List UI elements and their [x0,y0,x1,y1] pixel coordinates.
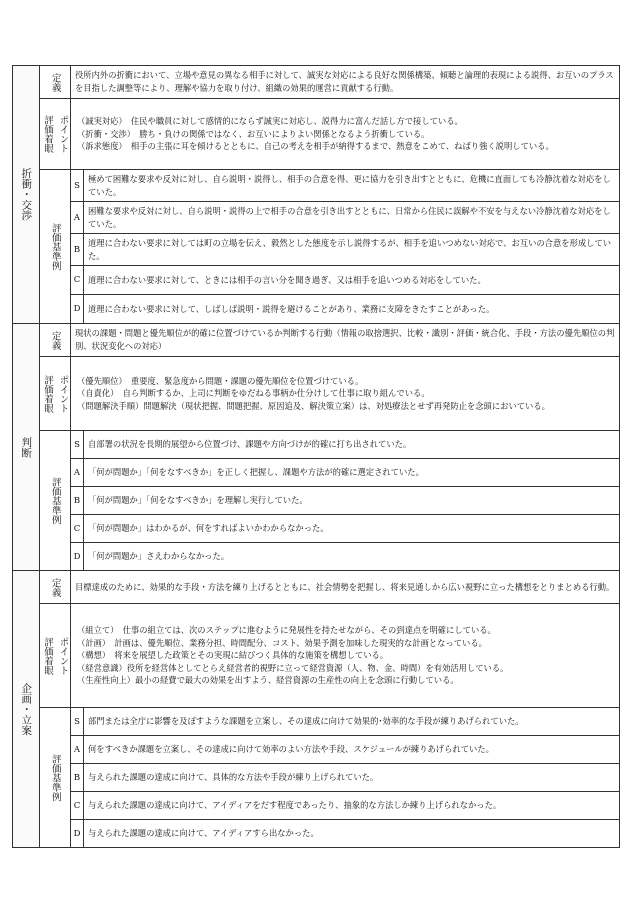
grade-cell: C [71,515,84,543]
level-row [13,515,620,543]
grade-cell: D [71,543,84,571]
definition-text: 目標達成のために、効果的な手段・方法を練り上げるとともに、社会情勢を把握し、将来見通しから広い視野に立った構想をとりまとめる行動。 [75,581,615,592]
category-cell [13,571,40,848]
level-row [13,820,620,848]
grade-cell: C [71,266,84,295]
definition-label-cell [40,571,71,604]
definition-row [13,324,620,357]
level-cell [84,792,620,820]
points-label-b: 評価着眼 [42,374,53,413]
criteria-label-cell [40,170,71,324]
level-row [13,764,620,792]
category-cell [13,66,40,324]
point-item: （組立て） 仕事の組立ては、次のステップに進むように発展性を持たせながら、その到達点を明確にしている。 [77,625,496,636]
level-cell [84,820,620,848]
level-cell [84,266,620,295]
level-cell [84,543,620,571]
points-row [13,604,620,708]
definition-cell [71,571,620,604]
criteria-label: 評価基準例 [49,222,61,271]
points-label-cell [40,604,71,708]
grade-cell: A [71,202,84,234]
points-label-b: 評価着眼 [42,636,53,675]
grade-cell: A [71,736,84,764]
level-text: 部門または全庁に影響を及ぼすような課題を立案し、その達成に向けて効果的･効率的な手段が練りあげられていた。 [88,716,524,727]
points-label-b: 評価着眼 [42,115,53,153]
point-item: （構想） 将来を展望した政策とその実現に結びつく具体的な施策を構想している。 [77,650,389,661]
grade-cell: C [71,792,84,820]
grade-cell: B [71,764,84,792]
grade-cell: D [71,295,84,324]
level-text: 与えられた課題の達成に向けて、アイディアをだす程度であったり、抽象的な方法しか練り上げられなかった。 [88,800,502,811]
points-label-a: ポイント [57,374,69,413]
definition-text: 現状の課題・問題と優先順位が的確に位置づけているか判断する行動（情報の取捨選択、比較・識別・評価・統合化、手段・方法の優先順位の判別、状況変化への対応） [75,328,615,351]
grade-cell: S [71,170,84,202]
grade-cell: B [71,487,84,515]
level-cell [84,170,620,202]
level-cell [84,708,620,736]
level-text: 道理に合わない要求に対して、ときには相手の言い分を聞き過ぎ、又は相手を追いつめる対応をしていた。 [88,274,486,285]
level-cell [84,764,620,792]
level-row [13,459,620,487]
points-label-cell [40,357,71,431]
category-label: 企画・立案 [20,682,33,736]
level-row [13,431,620,459]
category-cell [13,324,40,571]
points-row [13,99,620,170]
level-cell [84,202,620,234]
level-row [13,295,620,324]
level-row [13,736,620,764]
category-label: 折衝・交渉 [20,168,33,221]
definition-cell [71,66,620,99]
grade-cell: A [71,459,84,487]
definition-label: 定義 [49,330,61,350]
level-text: 「何が問題か」はわかるが、何をすればよいかわからなかった。 [88,523,329,534]
grade-cell: S [71,708,84,736]
level-text: 与えられた課題の達成に向けて、アイディアすら出なかった。 [88,828,319,839]
point-item: （訴求態度） 相手の主張に耳を傾けるとともに、自己の考えを相手が納得するまで、熱意をこめて、ねばり強く説明している。 [77,141,554,152]
points-label-cell [40,99,71,170]
criteria-label: 評価基準例 [49,753,61,802]
point-item: （生産性向上）最小の経費で最大の効果を出すよう、経営資源の生産性の向上を念頭に行動している。 [77,675,459,686]
criteria-label-cell [40,431,71,571]
points-label-a: ポイント [57,115,69,153]
level-text: 道理に合わない要求に対しては町の立場を伝え、毅然とした態度を示し説得するが、相手を追いつめない対応で、お互いの合意を形成していた。 [88,237,612,261]
grade-cell: S [71,431,84,459]
evaluation-sheet [12,65,620,845]
grade-cell: B [71,234,84,266]
level-text: 何をすべきか課題を立案し、その達成に向けて効率のよい方法や手段、スケジュールが練りあげられていた。 [88,744,494,755]
definition-text: 役所内外の折衝において、立場や意見の異なる相手に対して、誠実な対応による良好な関係構築、傾聴と論理的表現による説得、お互いのプラスを目指した調整等により、理解や協力を取り付け、組織の効果的運営に貢献する行動。 [75,70,614,93]
definition-label-cell [40,324,71,357]
level-cell [84,487,620,515]
rubric-table [12,65,620,848]
level-cell [84,736,620,764]
level-text: 道理に合わない要求に対して、しばしば説明・説得を避けることがあり、業務に支障をきたすことがあった。 [88,303,495,314]
level-row [13,170,620,202]
category-label: 判断 [20,436,33,458]
level-text: 極めて困難な要求や反対に対し、自ら説明・説得し、相手の合意を得、更に協力を引き出すとともに、危機に直面しても冷静沈着な対応をしていた。 [88,173,611,197]
criteria-label: 評価基準例 [49,476,61,525]
points-cell [71,99,620,170]
points-cell [71,604,620,708]
level-text: 困難な要求や反対に対し、自ら説明・説得の上で相手の合意を引き出すとともに、日常から住民に誤解や不安を与えない冷静沈着な対応をしていた。 [88,205,611,229]
point-item: （折衝・交渉） 勝ち・負けの関係ではなく、お互いによりよい関係となるよう折衝している。 [77,128,430,139]
level-text: 「何が問題か」「何をなすべきか」を正しく把握し、課題や方法が的確に選定されていた。 [88,467,424,478]
level-row [13,266,620,295]
level-cell [84,459,620,487]
point-item: （優先順位） 重要度、緊急度から問題・課題の優先順位を位置づけている。 [77,375,364,386]
point-item: （問題解決手順）問題解決（現状把握、問題把握、原因追及、解決策立案）は、対処療法とせず再発防止を念頭においている。 [77,400,550,411]
points-cell [71,357,620,431]
point-item: （誠実対応） 住民や職員に対して感情的にならず誠実に対応し、説得力に富んだ話し方で接している。 [77,116,463,127]
definition-label: 定義 [49,72,61,92]
level-row [13,202,620,234]
level-row [13,234,620,266]
level-text: 与えられた課題の達成に向けて、具体的な方法や手段が練り上げられていた。 [88,772,379,783]
level-cell [84,431,620,459]
level-row [13,708,620,736]
point-item: （経営意識）役所を経営体としてとらえ経営者的視野に立って経営資源（人、物、金、時間）を有効活用している。 [77,662,509,673]
definition-label-cell [40,66,71,99]
level-text: 「何が問題か」「何をなすべきか」を理解し実行していた。 [88,495,308,506]
level-row [13,543,620,571]
criteria-label-cell [40,708,71,848]
level-text: 自部署の状況を長期的展望から位置づけ、課題や方向づけが的確に打ち出されていた。 [88,439,412,450]
level-text: 「何が問題か」さえわからなかった。 [88,551,230,562]
definition-label: 定義 [49,577,61,597]
level-row [13,792,620,820]
definition-row [13,66,620,99]
level-cell [84,515,620,543]
definition-cell [71,324,620,357]
grade-cell: D [71,820,84,848]
point-item: （計画） 計画は、優先順位、業務分担、時間配分、コスト、効果予測を加味した現実的な計画となっている。 [77,637,487,648]
definition-row [13,571,620,604]
points-label-a: ポイント [57,636,69,675]
level-cell [84,234,620,266]
level-row [13,487,620,515]
point-item: （自責化） 自ら判断するか、上司に判断をゆだねる事柄か仕分けして仕事に取り組んでいる。 [77,388,430,399]
points-row [13,357,620,431]
level-cell [84,295,620,324]
